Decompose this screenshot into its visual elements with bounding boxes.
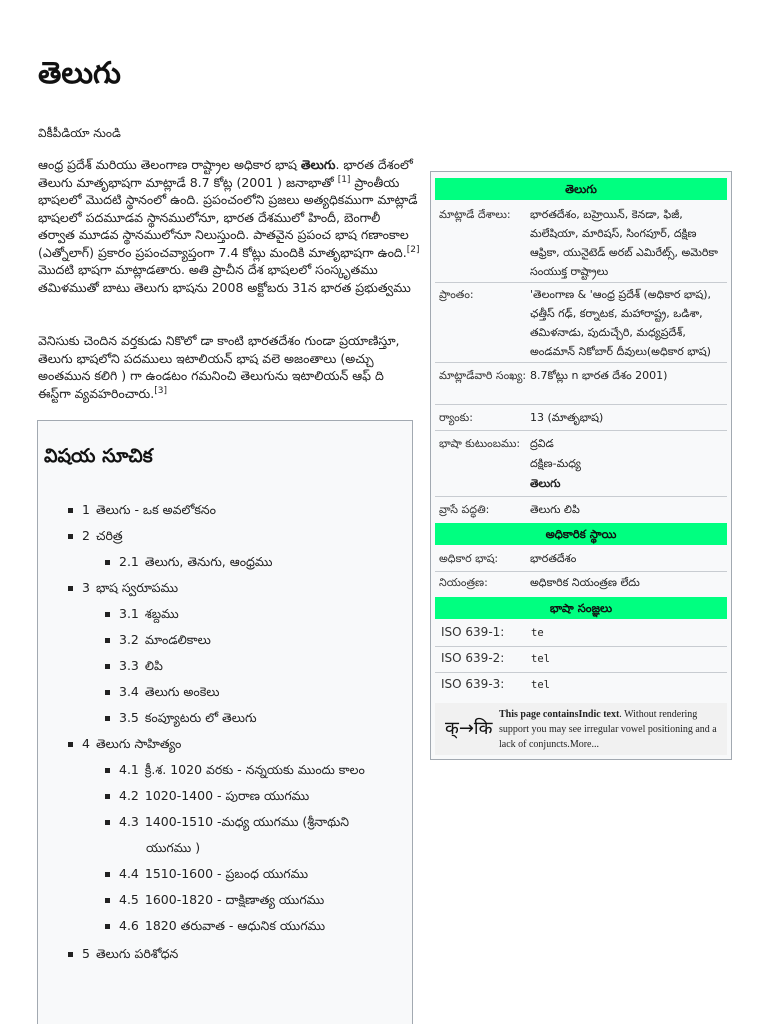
reference-link[interactable]: [1] xyxy=(337,174,351,185)
toc-item[interactable] xyxy=(68,941,178,967)
toc-number: 3 xyxy=(82,580,90,595)
infobox-label: అధికార భాష: xyxy=(439,552,499,565)
language-name-bold: తెలుగు xyxy=(300,157,336,172)
iso-code[interactable]: te xyxy=(531,627,544,639)
bullet-icon xyxy=(105,820,110,825)
toc-item[interactable] xyxy=(105,601,179,627)
toc-number: 3.3 xyxy=(119,658,139,673)
divider xyxy=(435,362,727,363)
toc-number: 4.2 xyxy=(119,788,139,803)
toc-number: 4.4 xyxy=(119,866,139,881)
indic-glyph-icon: क्→कि xyxy=(445,718,493,739)
toc-item[interactable] xyxy=(105,653,163,679)
toc-number: 2 xyxy=(82,528,90,543)
bullet-icon xyxy=(105,612,110,617)
toc-number: 2.1 xyxy=(119,554,139,569)
toc-number: 5 xyxy=(82,946,90,961)
page-title: తెలుగు xyxy=(38,56,121,91)
infobox-value[interactable]: దక్షిణ-మధ్య xyxy=(530,457,581,470)
iso-code[interactable]: tel xyxy=(531,679,550,691)
toc-number: 4 xyxy=(82,736,90,751)
bullet-icon xyxy=(105,872,110,877)
bullet-icon xyxy=(68,534,73,539)
infobox-value[interactable]: ద్రవిడ xyxy=(530,437,554,450)
toc-item[interactable] xyxy=(105,679,219,705)
infobox-value: 8.7కోట్లు n భారత దేశం 2001) xyxy=(530,369,668,382)
toc-number: 4.1 xyxy=(119,762,139,777)
indic-notice-body: . Without rendering support you may see irregular vowel positioning and a lack of conjuncts. xyxy=(499,709,717,750)
divider xyxy=(435,404,727,405)
paragraph-text: వెనిసుకు చెందిన వర్తకుడు నికొలో డా కాంటి భారతదేశం గుండా ప్రయాణిస్తూ, తెలుగు భాషలోని పదములు ఇటాలియన్ భాష వలె అజంతాలు (అచ్చు అంతమున కలిగి ) గా ఉండటం గమనించి తెలుగును ఇటాలియన్ ఆఫ్ ది ఈస్ట్‌గా వ్యవహరించారు. xyxy=(38,333,400,401)
toc-item[interactable] xyxy=(105,861,308,887)
toc-text: మాండలికాలు xyxy=(144,632,211,647)
toc-text: లిపి xyxy=(144,658,163,673)
infobox-value[interactable]: భారతదేశం, బహ్రెయిన్, కెనడా, ఫిజీ, మలేషియా, మారిషస్, సింగపూర్, దక్షిణ ఆఫ్రికా, యునైటెడ్ అరబ్ ఎమిరేట్స్, అమెరికా సంయుక్త రాష్ట్రాలు xyxy=(530,208,718,278)
toc-text: తెలుగు, తెనుగు, ఆంధ్రము xyxy=(144,554,273,569)
indic-notice-bold[interactable]: This page containsIndic text xyxy=(499,709,620,720)
divider xyxy=(435,282,727,283)
intro-text: మొదటి భాషగా మాట్లాడతారు. అతి ప్రాచీన దేశ భాషలలో సంస్కృతము తమిళముతో బాటు తెలుగు భాషను 2008 అక్టోబరు 31న భారత ప్రభుత్వము xyxy=(38,262,411,295)
toc-number: 4.5 xyxy=(119,892,139,907)
iso-code[interactable]: tel xyxy=(531,653,550,665)
more-link[interactable]: More... xyxy=(569,739,599,750)
toc-item[interactable] xyxy=(105,887,324,913)
toc-text: 1600-1820 - దాక్షిణాత్య యుగము xyxy=(144,892,325,907)
bullet-icon xyxy=(68,586,73,591)
intro-paragraph xyxy=(38,156,420,296)
iso-label: ISO 639-1: xyxy=(441,625,505,639)
divider xyxy=(435,430,727,431)
bullet-icon xyxy=(105,560,110,565)
toc-text: 1510-1600 - ప్రబంధ యుగము xyxy=(144,866,309,881)
toc-item[interactable] xyxy=(105,705,257,731)
infobox-label: నియంత్రణ: xyxy=(439,576,488,589)
toc-text: శబ్దము xyxy=(144,606,179,621)
bullet-icon xyxy=(105,768,110,773)
bullet-icon xyxy=(105,690,110,695)
infobox-label: ర్యాంకు: xyxy=(439,411,473,424)
infobox-label: భాషా కుటుంబము: xyxy=(439,437,521,450)
toc-text: క్రీ.శ. 1020 వరకు - నన్నయకు ముందు కాలం xyxy=(144,762,365,777)
toc-number: 3.1 xyxy=(119,606,139,621)
toc-item[interactable] xyxy=(68,497,216,523)
infobox-label: ప్రాంతం: xyxy=(439,288,474,301)
toc-text: తెలుగు అంకెలు xyxy=(144,684,220,699)
intro-text: ఆంధ్ర ప్రదేశ్ మరియు తెలంగాణ రాష్ట్రాల అధికార భాష xyxy=(38,157,301,172)
infobox-label: మాట్లాడేవారి సంఖ్య: xyxy=(439,369,527,382)
toc-text: కంప్యూటరు లో తెలుగు xyxy=(144,710,257,725)
bullet-icon xyxy=(105,638,110,643)
toc-number: 4.6 xyxy=(119,918,139,933)
toc-number: 3.5 xyxy=(119,710,139,725)
toc-text: తెలుగు - ఒక అవలోకనం xyxy=(95,502,217,517)
infobox-value: 13 (మాతృభాష) xyxy=(530,411,604,424)
bullet-icon xyxy=(68,508,73,513)
iso-label: ISO 639-2: xyxy=(441,651,505,665)
toc-text: చరిత్ర xyxy=(95,528,123,543)
toc-item[interactable] xyxy=(68,731,181,757)
toc-number: 1 xyxy=(82,502,90,517)
toc-text: 1820 తరువాత - ఆధునిక యుగము xyxy=(144,918,326,933)
toc-item[interactable] xyxy=(105,783,309,809)
toc-item-continuation[interactable]: యుగము ) xyxy=(146,840,201,855)
toc-text: 1020-1400 - పురాణ యుగము xyxy=(144,788,310,803)
toc-item[interactable] xyxy=(68,575,178,601)
infobox-value[interactable]: భారతదేశం xyxy=(530,552,577,565)
toc-item[interactable] xyxy=(105,627,211,653)
iso-label: ISO 639-3: xyxy=(441,677,505,691)
site-subtitle: వికీపీడియా నుండి xyxy=(38,126,121,140)
toc-number: 4.3 xyxy=(119,814,139,829)
indic-notice-text xyxy=(499,707,725,752)
toc-text: 1400-1510 -మధ్య యుగము (శ్రీనాథుని xyxy=(144,814,350,829)
divider xyxy=(435,496,727,497)
divider xyxy=(435,672,727,673)
toc-text: తెలుగు సాహిత్యం xyxy=(95,736,182,751)
toc-text: తెలుగు పరిశోధన xyxy=(95,946,179,961)
bullet-icon xyxy=(105,664,110,669)
official-status-header: అధికారిక స్థాయి xyxy=(435,523,727,545)
toc-item[interactable] xyxy=(105,549,272,575)
infobox-value[interactable]: 'తెలంగాణ & 'ఆంధ్ర ప్రదేశ్ (అధికార భాష), ఛత్తీస్ గఢ్, కర్నాటక, మహారాష్ట్ర, ఒడిశా, తమిళనాడు, పుదుచ్చేరి, మధ్యప్రదేశ్, అండమాన్ నికోబార్ దీవులు(అధికార భాష) xyxy=(530,288,712,358)
infobox-header: తెలుగు xyxy=(435,178,727,200)
second-paragraph xyxy=(38,332,420,402)
toc-item[interactable] xyxy=(105,913,325,939)
infobox-value[interactable]: తెలుగు లిపి xyxy=(530,503,580,516)
intro-text: ప్రాంతీయ భాషలలో మొదటి స్థానంలో ఉంది. ప్రపంచంలోని ప్రజలు అత్యధికముగా మాట్లాడే భాషలలో పదమూడవ స్థానములోనూ, భారత దేశములో హిందీ, బెంగాలీ తర్వాత మూడవ స్థానములోనూ నిలుస్తుంది. పాతవైన ప్రపంచ భాష గణాంకాల (ఎత్నోలాగ్) ప్రకారం ప్రపంచవ్యాప్తంగా 7.4 కోట్లు మందికి మాతృభాషగా ఉంది. xyxy=(38,174,418,260)
bullet-icon xyxy=(105,794,110,799)
bullet-icon xyxy=(68,742,73,747)
infobox-label: వ్రాసే పద్ధతి: xyxy=(439,503,490,516)
toc-number: 3.4 xyxy=(119,684,139,699)
bullet-icon xyxy=(68,952,73,957)
infobox xyxy=(430,171,732,760)
bullet-icon xyxy=(105,716,110,721)
bullet-icon xyxy=(105,898,110,903)
divider xyxy=(435,571,727,572)
toc-title: విషయ సూచిక xyxy=(44,445,153,467)
toc-item[interactable] xyxy=(105,757,365,783)
language-codes-header: భాషా సంజ్ఞలు xyxy=(435,597,727,619)
toc-item[interactable] xyxy=(105,809,349,835)
infobox-label: మాట్లాడే దేశాలు: xyxy=(439,208,511,221)
infobox-value: తెలుగు xyxy=(530,477,561,490)
bullet-icon xyxy=(105,924,110,929)
reference-link[interactable]: [2] xyxy=(406,244,420,255)
divider xyxy=(435,646,727,647)
intro-text: . భారత దేశంలో తెలుగు మాతృభాషగా మాట్లాడే 8.7 కోట్ల (2001 ) జనాభాతో xyxy=(38,157,413,190)
toc-text: భాష స్వరూపము xyxy=(95,580,179,595)
table-of-contents xyxy=(37,420,413,1024)
indic-text-notice xyxy=(435,703,727,755)
infobox-value: అధికారిక నియంత్రణ లేదు xyxy=(530,576,640,589)
reference-link[interactable]: [3] xyxy=(154,385,167,396)
toc-number: 3.2 xyxy=(119,632,139,647)
toc-item[interactable] xyxy=(68,523,123,549)
